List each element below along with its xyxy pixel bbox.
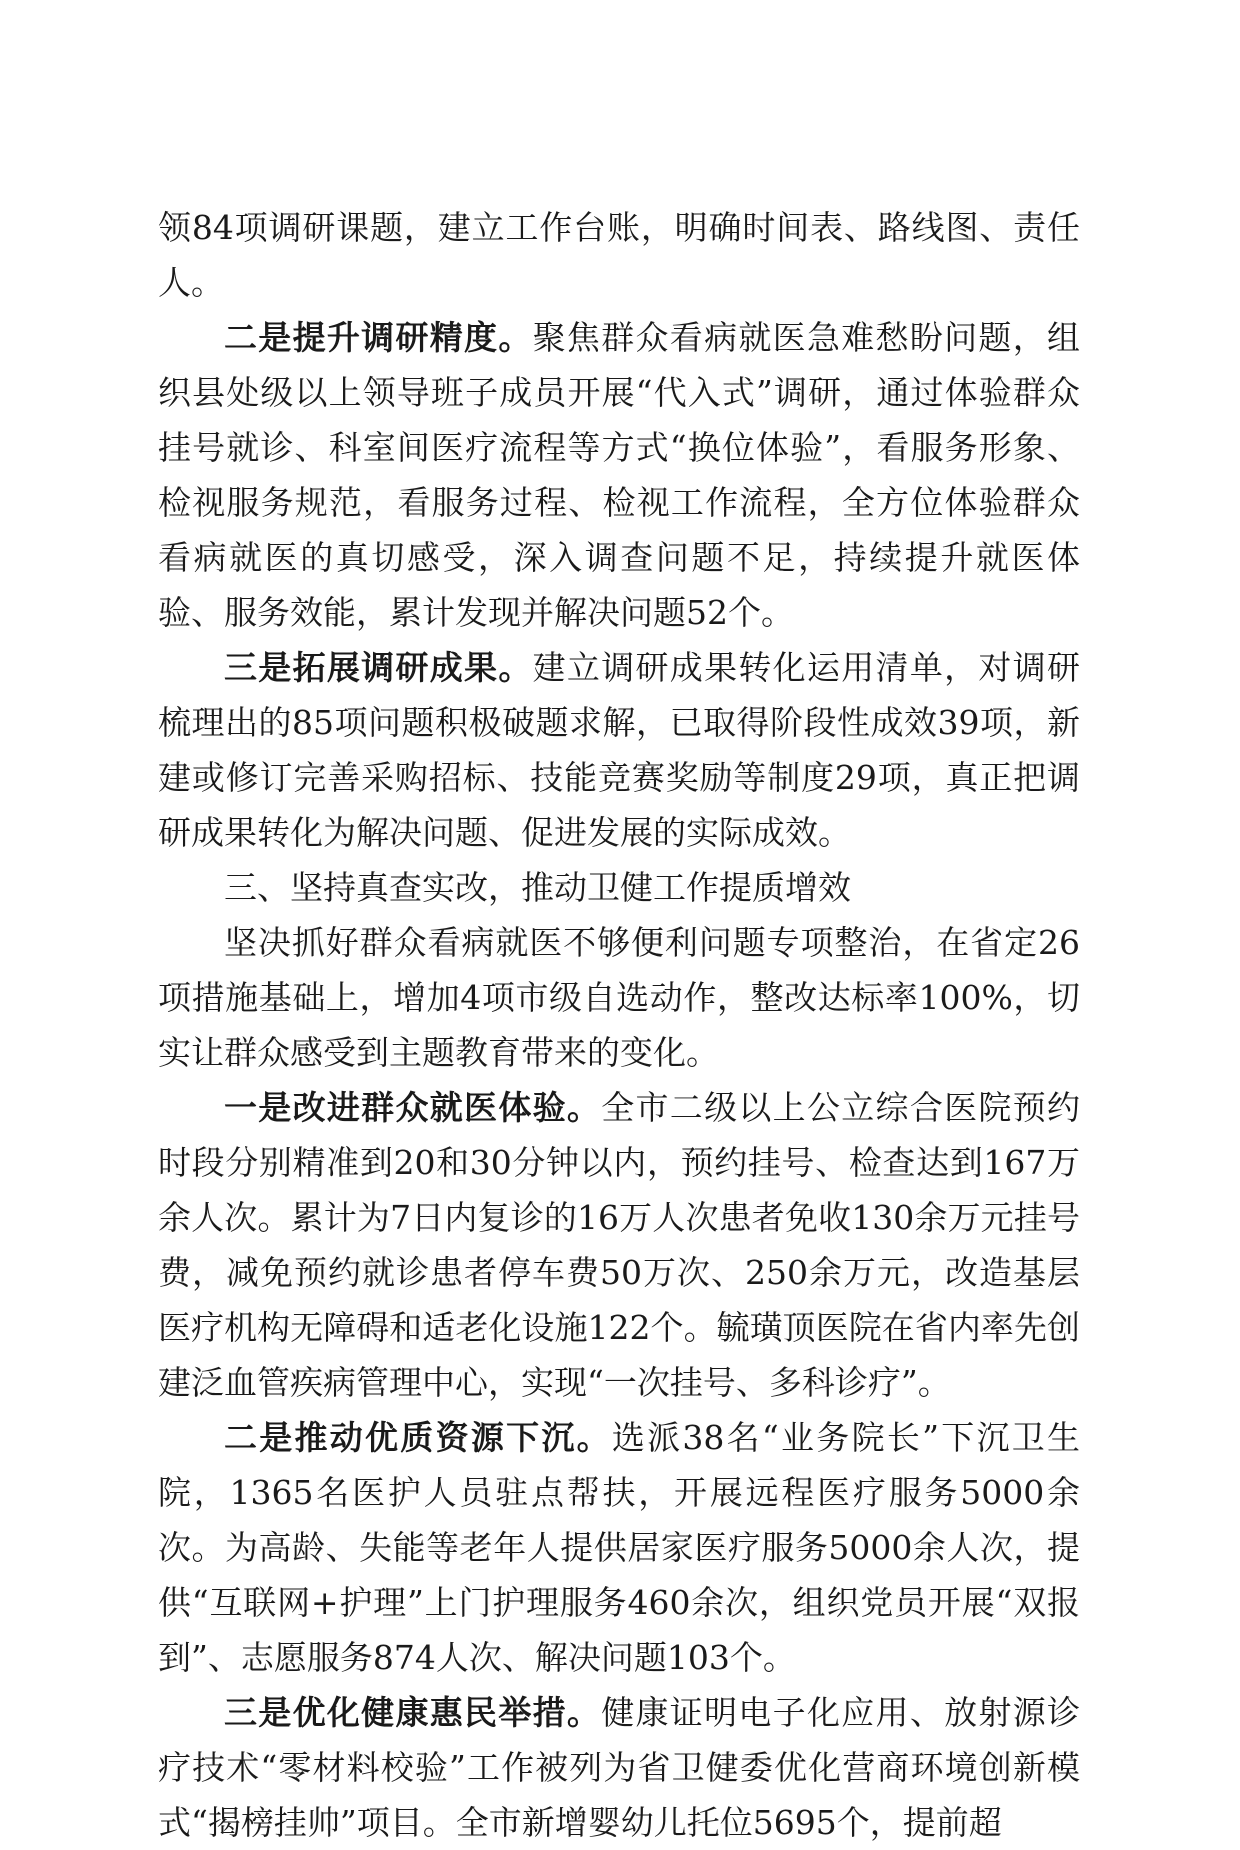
paragraph-body: 选派38名“业务院长”下沉卫生院，1365名医护人员驻点帮扶，开展远程医疗服务5000余次。为高龄、失能等老年人提供居家医疗服务5000余人次，提供“互联网+护理”上门护理服务460余次，组织党员开展“双报到”、志愿服务874人次、解决问题103个。 [158,1418,1081,1677]
paragraph-continued: 领84项调研课题，建立工作台账，明确时间表、路线图、责任人。 [158,208,1080,302]
paragraph-health-measures [158,1685,1080,1850]
paragraph-resource-sinking [158,1410,1080,1685]
paragraph-medical-experience [158,1080,1080,1410]
section-heading: 三、坚持真查实改，推动卫健工作提质增效 [224,868,851,907]
document-page [158,200,1080,1850]
paragraph-lead: 三是拓展调研成果。 [224,648,533,687]
paragraph-lead: 一是改进群众就医体验。 [224,1088,602,1127]
paragraph-body: 健康证明电子化应用、放射源诊疗技术“零材料校验”工作被列为省卫健委优化营商环境创新模式“揭榜挂帅”项目。全市新增婴幼儿托位5695个，提前超 [158,1693,1081,1842]
paragraph-body: 建立调研成果转化运用清单，对调研梳理出的85项问题积极破题求解，已取得阶段性成效39项，新建或修订完善采购招标、技能竞赛奖励等制度29项，真正把调研成果转化为解决问题、促进发展的实际成效。 [158,648,1081,852]
paragraph-research-precision [158,310,1080,640]
paragraph-lead: 二是提升调研精度。 [224,318,533,357]
paragraph-body: 全市二级以上公立综合医院预约时段分别精准到20和30分钟以内，预约挂号、检查达到167万余人次。累计为7日内复诊的16万人次患者免收130余万元挂号费，减免预约就诊患者停车费50万次、250余万元，改造基层医疗机构无障碍和适老化设施122个。毓璜顶医院在省内率先创建泛血管疾病管理中心，实现“一次挂号、多科诊疗”。 [158,1088,1081,1402]
paragraph-section-intro: 坚决抓好群众看病就医不够便利问题专项整治，在省定26项措施基础上，增加4项市级自选动作，整改达标率100%，切实让群众感受到主题教育带来的变化。 [158,923,1080,1072]
paragraph-lead: 三是优化健康惠民举措。 [224,1693,602,1732]
paragraph-body: 聚焦群众看病就医急难愁盼问题，组织县处级以上领导班子成员开展“代入式”调研，通过体验群众挂号就诊、科室间医疗流程等方式“换位体验”，看服务形象、检视服务规范，看服务过程、检视工作流程，全方位体验群众看病就医的真切感受，深入调查问题不足，持续提升就医体验、服务效能，累计发现并解决问题52个。 [158,318,1081,632]
paragraph-lead: 二是推动优质资源下沉。 [224,1418,612,1457]
paragraph-research-results [158,640,1080,860]
